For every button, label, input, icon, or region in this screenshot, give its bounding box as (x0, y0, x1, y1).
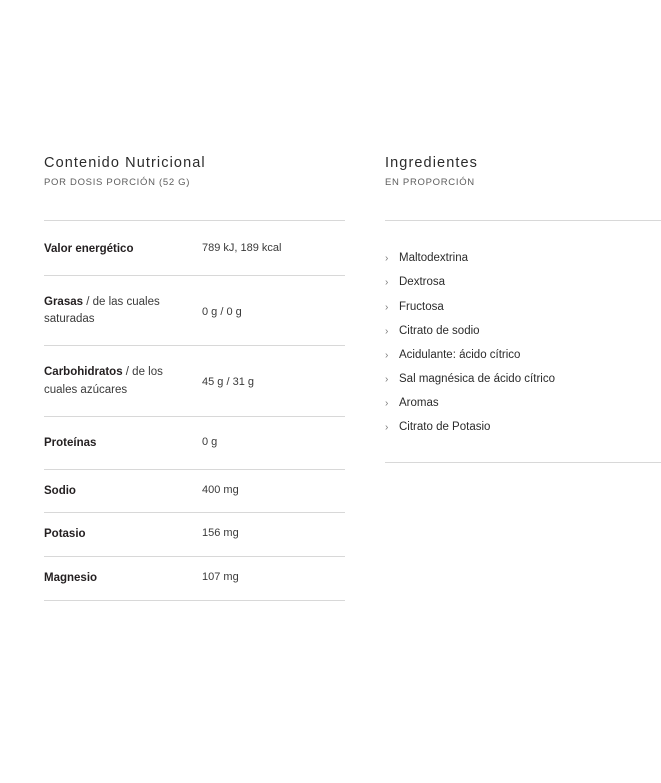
table-row (44, 346, 345, 417)
nutrition-value: 0 g (202, 435, 218, 448)
nutrition-label (44, 570, 202, 588)
list-item (385, 416, 661, 440)
table-row (44, 276, 345, 347)
ingredient-label: Sal magnésica de ácido cítrico (399, 372, 555, 385)
nutrition-label-main: Valor energético (44, 242, 134, 255)
ingredient-label: Acidulante: ácido cítrico (399, 348, 521, 361)
nutrition-label-line2: cuales azúcares (44, 383, 128, 396)
list-item (385, 271, 661, 295)
chevron-right-icon: › (385, 301, 389, 313)
ingredient-label: Aromas (399, 397, 439, 410)
chevron-right-icon: › (385, 325, 389, 337)
chevron-right-icon: › (385, 277, 389, 289)
list-item (385, 319, 661, 343)
chevron-right-icon: › (385, 422, 389, 434)
ingredient-label: Dextrosa (399, 276, 446, 289)
table-row (44, 221, 345, 276)
ingredient-label: Maltodextrina (399, 252, 469, 265)
nutrition-label (44, 294, 202, 330)
nutrition-value: 0 g / 0 g (202, 305, 242, 318)
nutrition-label (44, 526, 202, 544)
ingredients-divider (385, 220, 661, 221)
ingredients-bottom-divider (385, 462, 661, 463)
nutrition-label (44, 483, 202, 501)
nutrition-label-main: Proteínas (44, 436, 97, 449)
list-item (385, 343, 661, 367)
table-row (44, 557, 345, 601)
list-item (385, 295, 661, 319)
table-row (44, 417, 345, 470)
chevron-right-icon: › (385, 398, 389, 410)
table-row (44, 513, 345, 557)
nutrition-label-line2: saturadas (44, 313, 95, 326)
nutrition-value: 789 kJ, 189 kcal (202, 241, 282, 254)
ingredients-column (345, 155, 661, 601)
nutrition-subtitle: POR DOSIS PORCIÓN (52 G) (44, 177, 191, 189)
nutrition-value: 400 mg (202, 483, 239, 496)
ingredients-title: Ingredientes (385, 155, 479, 171)
nutrition-label-main: Carbohidratos (44, 366, 123, 379)
nutrition-label-sub: / de los (122, 366, 163, 379)
ingredients-subtitle: EN PROPORCIÓN (385, 177, 475, 189)
nutrition-label-sub: / de las cuales (83, 295, 160, 308)
list-item (385, 367, 661, 391)
table-row (44, 470, 345, 514)
nutrition-label-main: Grasas (44, 295, 84, 308)
nutrition-table (44, 221, 345, 601)
nutrition-label (44, 435, 202, 453)
nutrition-label (44, 241, 202, 259)
nutrition-title: Contenido Nutricional (44, 155, 206, 171)
chevron-right-icon: › (385, 373, 389, 385)
nutrition-value: 107 mg (202, 571, 239, 584)
nutrition-label-main: Sodio (44, 484, 76, 497)
chevron-right-icon: › (385, 349, 389, 361)
nutrition-label-main: Magnesio (44, 572, 98, 585)
ingredient-label: Citrato de Potasio (399, 421, 491, 434)
nutrition-column (0, 155, 345, 601)
nutrition-label (44, 364, 202, 400)
chevron-right-icon: › (385, 253, 389, 265)
ingredients-list (385, 247, 661, 440)
ingredient-label: Fructosa (399, 300, 444, 313)
list-item (385, 391, 661, 415)
list-item (385, 247, 661, 271)
content-columns (0, 155, 661, 601)
nutrition-value: 45 g / 31 g (202, 376, 254, 389)
nutrition-label-main: Potasio (44, 528, 86, 541)
nutrition-value: 156 mg (202, 527, 239, 540)
ingredient-label: Citrato de sodio (399, 324, 480, 337)
